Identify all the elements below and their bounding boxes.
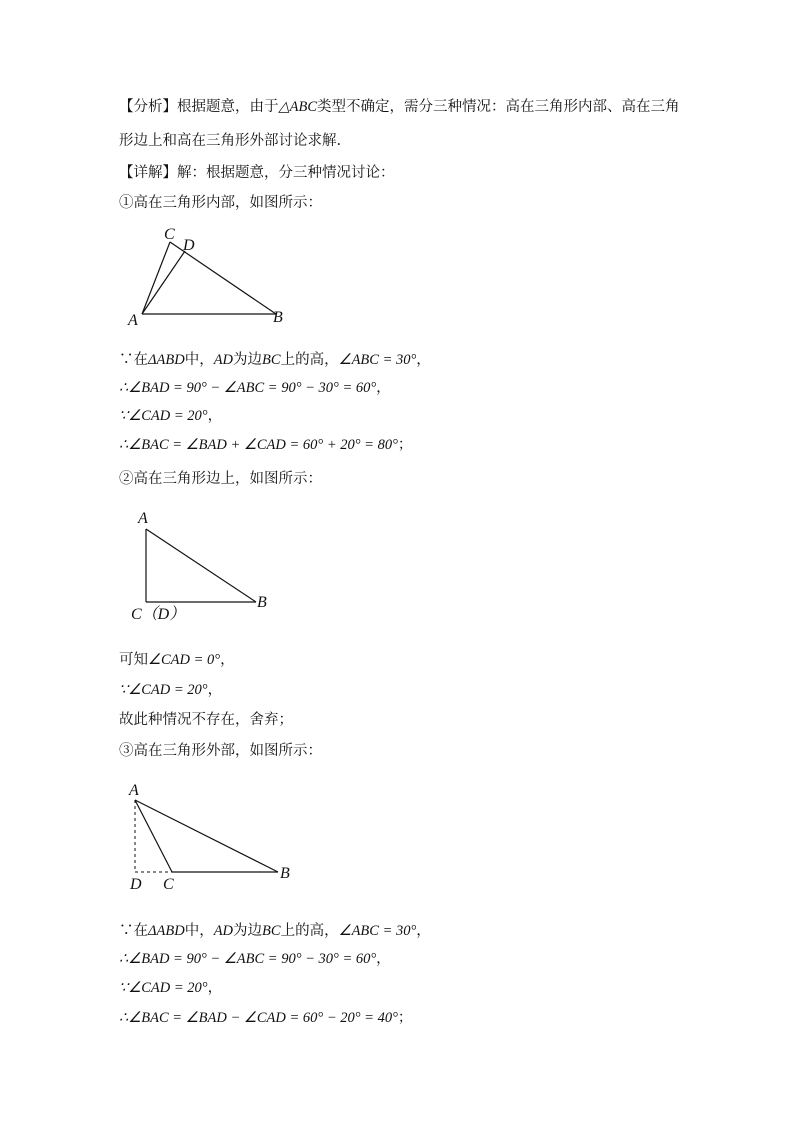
angle-abc: ∠ABC = 30° <box>338 923 417 939</box>
case2-label-b: B <box>257 594 267 611</box>
punct: ， <box>220 652 235 668</box>
case3-label-b: B <box>280 865 290 882</box>
case3-step-4 <box>119 1008 412 1028</box>
punct: ， <box>376 951 391 967</box>
triangle-abd: ΔABD <box>148 352 185 368</box>
text: 可知 <box>119 652 148 668</box>
equation: ∴∠BAC = ∠BAD − ∠CAD = 60° − 20° = 40° <box>119 1010 398 1026</box>
equation: ∠CAD = 0° <box>148 652 221 668</box>
case2-label-a: A <box>138 510 148 527</box>
case1-title: ①高在三角形内部，如图所示： <box>119 195 322 211</box>
text: 上的高， <box>280 352 339 368</box>
text: ∵在 <box>119 923 148 939</box>
punct: ， <box>207 408 223 424</box>
analysis-line-2: 形边上和高在三角形外部讨论求解. <box>119 133 342 149</box>
case3-label-c: C <box>163 876 174 893</box>
analysis-text-cont: 类型不确定，需分三种情况：高在三角形内部、高在三角 <box>317 99 680 115</box>
text: 为边 <box>233 923 263 939</box>
text: 中， <box>184 352 214 368</box>
case3-seg-ac <box>135 800 172 872</box>
text: ， <box>416 923 431 939</box>
case3-label-d: D <box>130 876 142 893</box>
angle-abc: ∠ABC = 30° <box>338 352 417 368</box>
text: 上的高， <box>280 923 339 939</box>
punct: ； <box>397 437 413 453</box>
equation: ∵∠CAD = 20° <box>119 408 208 424</box>
punct: ， <box>207 682 223 698</box>
case3-seg-ab <box>135 800 278 872</box>
case3-title: ③高在三角形外部，如图所示： <box>119 743 322 759</box>
equation: ∴∠BAD = 90° − ∠ABC = 90° − 30° = 60° <box>119 380 377 396</box>
equation: ∵∠CAD = 20° <box>119 682 208 698</box>
seg-bc: BC <box>262 352 281 368</box>
triangle-abd: ΔABD <box>148 923 185 939</box>
case3-label-a: A <box>129 782 139 799</box>
punct: ， <box>376 380 391 396</box>
punct: ； <box>397 1010 413 1026</box>
detail-line: 【详解】解：根据题意，分三种情况讨论： <box>119 165 395 181</box>
case3-step-1 <box>119 921 431 941</box>
equation: ∴∠BAD = 90° − ∠ABC = 90° − 30° = 60° <box>119 951 377 967</box>
seg-bc: BC <box>262 923 281 939</box>
case2-title: ②高在三角形边上，如图所示： <box>119 471 322 487</box>
text: ， <box>416 352 431 368</box>
case1-label-d: D <box>183 237 195 254</box>
punct: ， <box>207 980 223 996</box>
equation: ∵∠CAD = 20° <box>119 980 208 996</box>
triangle-abc: △ABC <box>278 99 318 115</box>
text: 中， <box>184 923 214 939</box>
text: ∵在 <box>119 352 148 368</box>
text: 为边 <box>233 352 263 368</box>
case1-label-a: A <box>128 312 138 329</box>
case1-label-b: B <box>273 309 283 326</box>
case2-step-3: 故此种情况不存在，舍弃； <box>119 712 293 728</box>
equation: ∴∠BAC = ∠BAD + ∠CAD = 60° + 20° = 80° <box>119 437 398 453</box>
case1-label-c: C <box>164 226 175 243</box>
seg-ad: AD <box>213 352 234 368</box>
seg-ad: AD <box>213 923 234 939</box>
case2-label-cd: C（D） <box>131 606 186 623</box>
case3-step-2 <box>119 949 391 969</box>
case3-step-3 <box>119 978 222 998</box>
analysis-text: 【分析】根据题意，由于 <box>119 99 279 115</box>
